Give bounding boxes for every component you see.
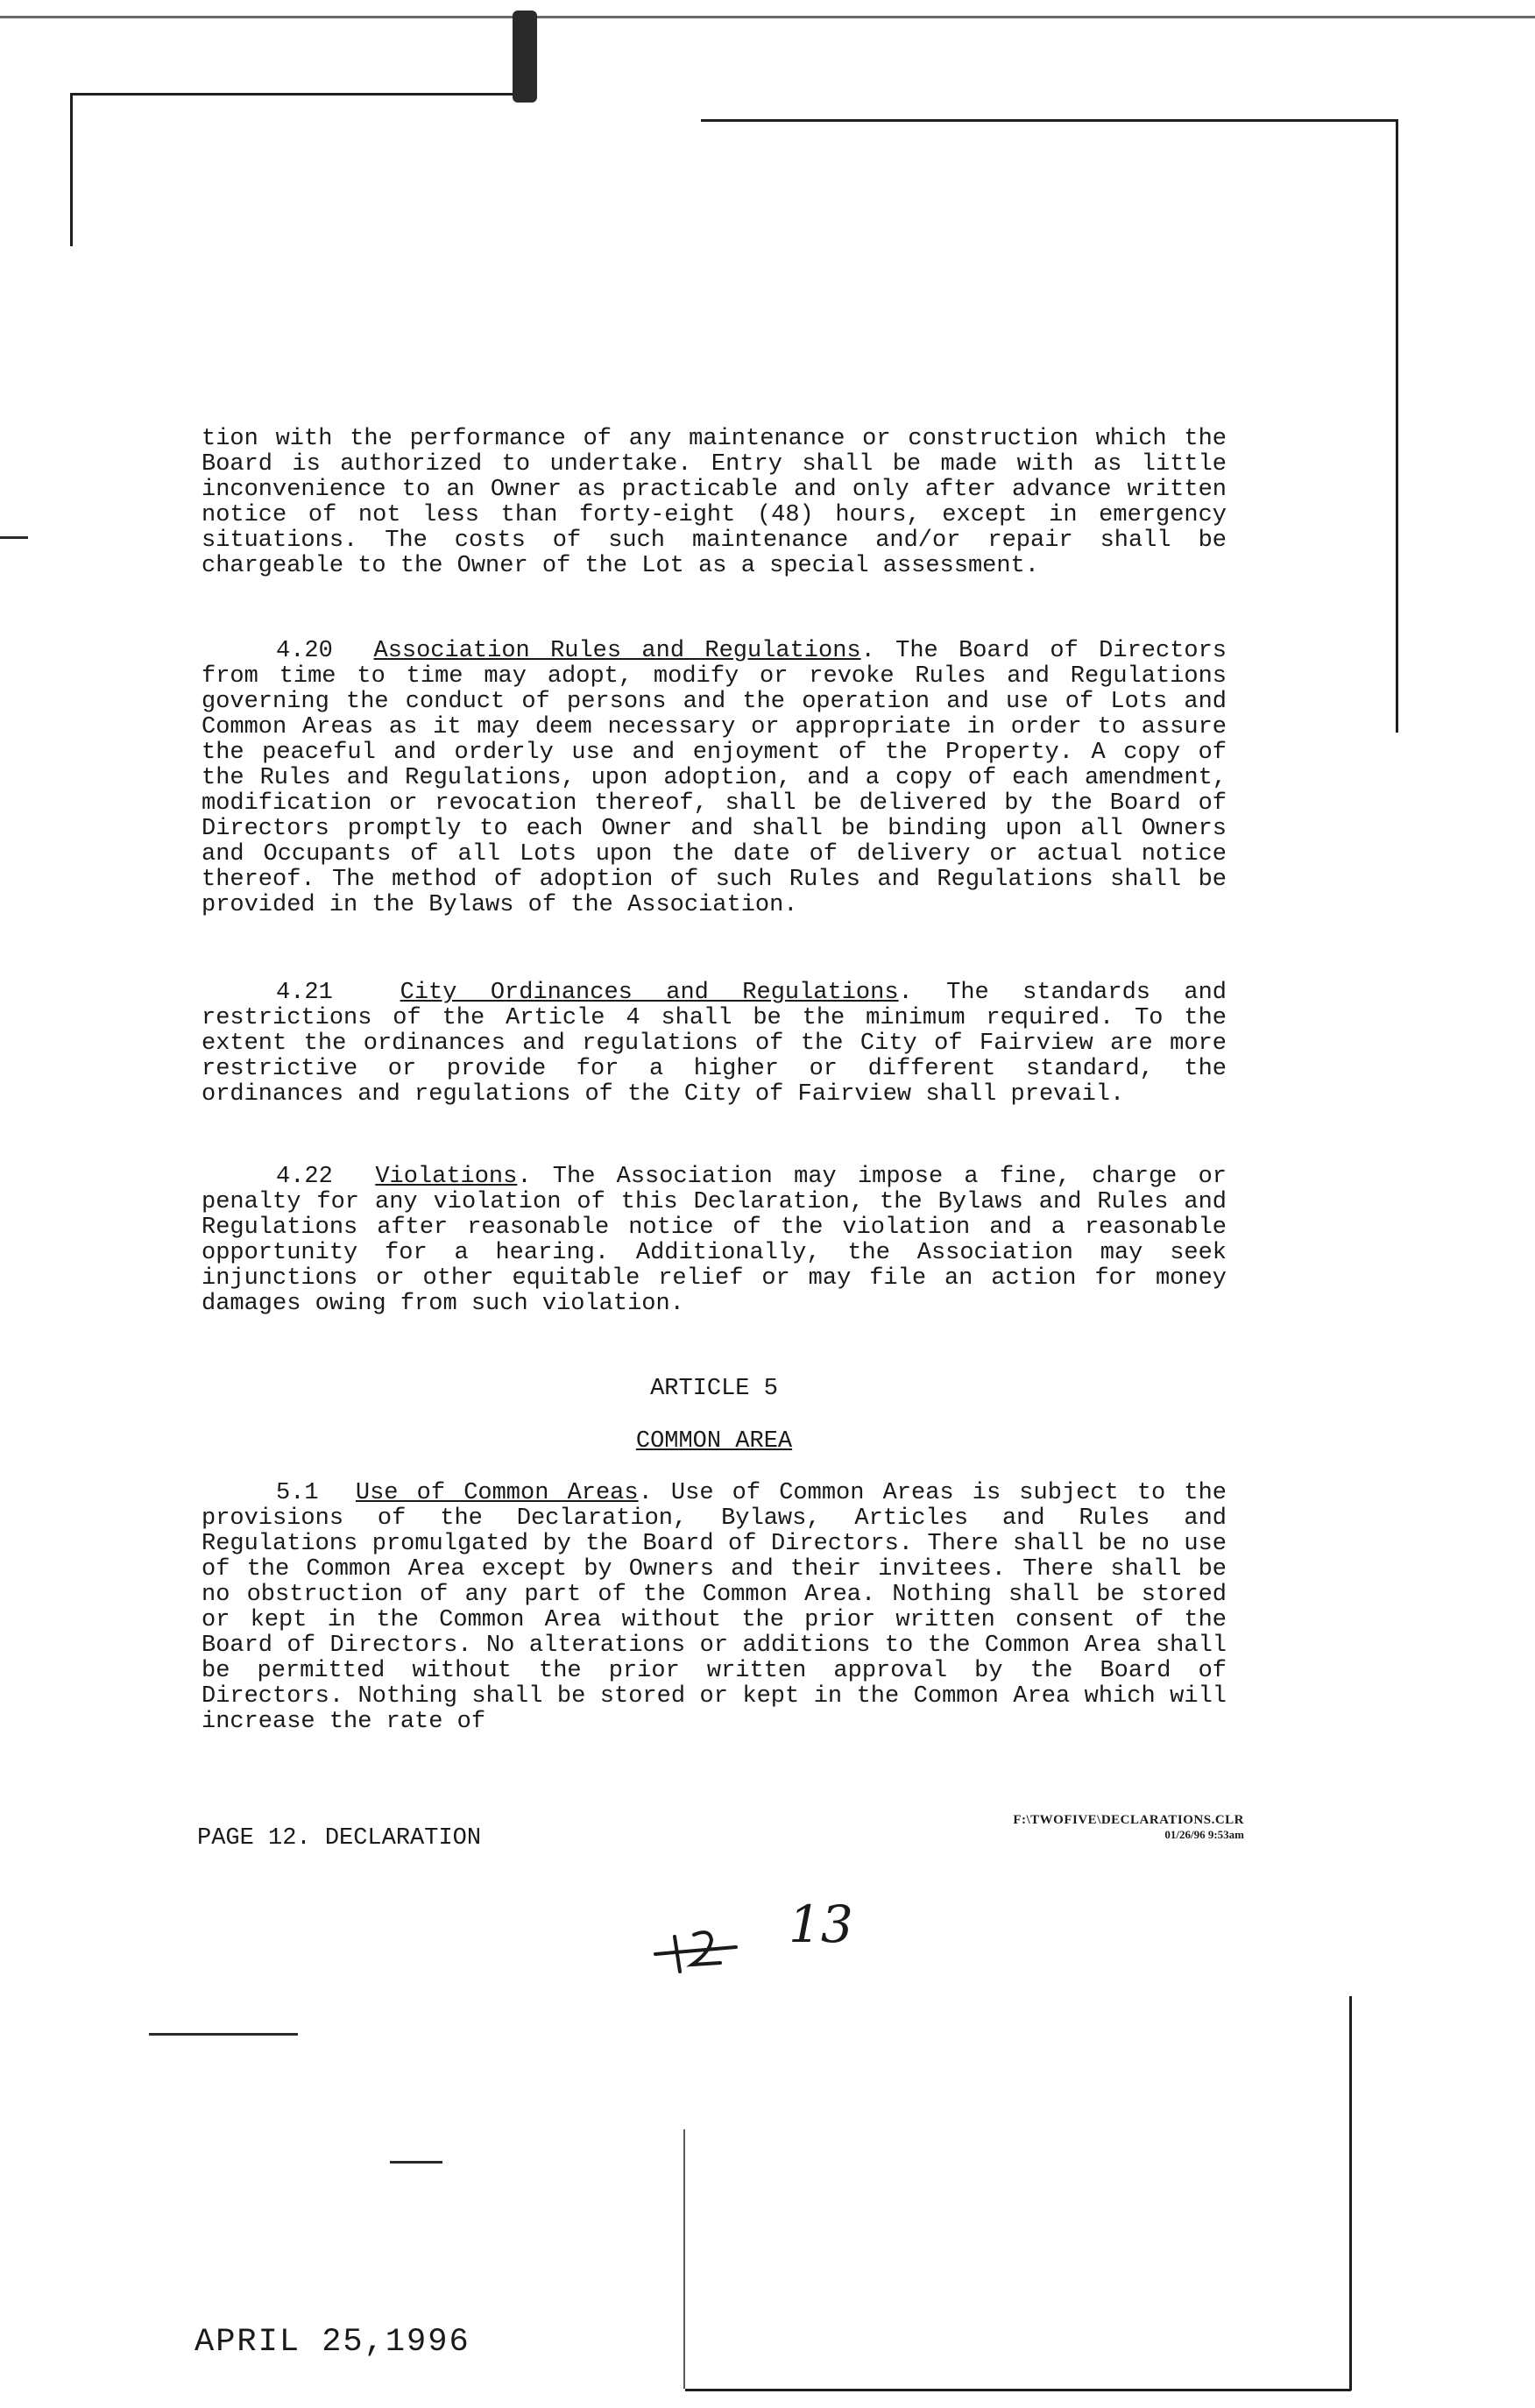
section-heading: Association Rules and Regulations xyxy=(373,638,861,664)
article-title: COMMON AREA xyxy=(635,1428,793,1455)
footer-file-name: F:\TWOFIVE\DECLARATIONS.CLR xyxy=(1013,1813,1244,1827)
section-body: . The Board of Directors from time to time may adopt, modify or revoke Rules and Regulations governing the conduct of persons and the operation and use of Lots and Common Areas as it may deem necessary or appropriate in order to assure the peaceful and orderly use and enjoyment of the Property. A copy of the Rules and Regulations, upon adoption, and a copy of each amendment, modification or revocation thereof, shall be delivered by the Board of Directors promptly to each Owner and shall be binding upon all Owners and Occupants of all Lots upon the date of delivery or actual notice thereof. The method of adoption of such Rules and Regulations shall be provided in the Bylaws of the Association. xyxy=(202,638,1227,918)
section-number: 5.1 xyxy=(276,1480,319,1506)
section-5-1-paragraph xyxy=(202,1481,1227,1735)
handwritten-page-number: 13 xyxy=(789,1895,853,1954)
left-frame-line xyxy=(70,93,73,246)
section-4-21 xyxy=(202,981,1227,1108)
binding-mark xyxy=(513,11,537,103)
continued-paragraph-text: tion with the performance of any maintenance or construction which the Board is authorized to undertake. Entry shall be made with as little inconvenience to an Owner as practicable and only after advance written notice of not less than forty-eight (48) hours, except in emergency situations. The costs of such maintenance and/or repair shall be chargeable to the Owner of the Lot as a special assessment. xyxy=(202,426,1227,579)
section-heading: City Ordinances and Regulations xyxy=(400,980,899,1006)
section-4-22-paragraph xyxy=(202,1165,1227,1317)
footer-file-info xyxy=(946,1812,1244,1842)
lower-left-stroke xyxy=(149,2033,298,2036)
top-frame-line xyxy=(0,16,1535,18)
section-5-1 xyxy=(202,1481,1227,1735)
lower-left-stroke-2 xyxy=(390,2161,442,2164)
upper-frame-line-right xyxy=(701,119,1398,122)
date-stamp: APRIL 25,1996 xyxy=(195,2324,470,2361)
section-4-22 xyxy=(202,1165,1227,1317)
section-body: . The standards and restrictions of the Article 4 shall be the minimum required. To the extent the ordinances and regulations of the City of Fairview are more restrictive or provide for a higher or different standard, the ordinances and regulations of the City of Fairview shall prevail. xyxy=(202,980,1227,1108)
article-label: ARTICLE 5 xyxy=(650,1376,778,1402)
section-heading: Violations xyxy=(375,1164,518,1190)
struck-out-number xyxy=(655,1932,736,1972)
upper-frame-line xyxy=(72,93,519,96)
section-heading: Use of Common Areas xyxy=(355,1480,639,1506)
lower-right-frame-line xyxy=(1349,1996,1352,2390)
section-4-20 xyxy=(202,639,1227,918)
footer-file-date: 01/26/96 9:53am xyxy=(1164,1828,1244,1841)
right-frame-line xyxy=(1396,119,1398,733)
section-number: 4.20 xyxy=(276,638,333,664)
lower-frame-bottom xyxy=(685,2389,1351,2391)
section-4-21-paragraph xyxy=(202,981,1227,1108)
section-number: 4.21 xyxy=(276,980,333,1006)
continued-paragraph xyxy=(202,427,1227,579)
left-edge-dash xyxy=(0,536,28,539)
section-body: . Use of Common Areas is subject to the provisions of the Declaration, Bylaws, Articles and Rules and Regulations promulgated by the Board of Directors. There shall be no use of the Common Area except by Owners and their invitees. There shall be no obstruction of any part of the Common Area. Nothing shall be stored or kept in the Common Area without the prior written consent of the Board of Directors. No alterations or additions to the Common Area shall be permitted without the prior written approval by the Board of Directors. Nothing shall be stored or kept in the Common Area which will increase the rate of xyxy=(202,1480,1227,1735)
lower-frame-left xyxy=(683,2129,685,2389)
section-4-20-paragraph xyxy=(202,639,1227,918)
page-footer-label: PAGE 12. DECLARATION xyxy=(197,1825,482,1852)
section-number: 4.22 xyxy=(276,1164,333,1190)
section-body: . The Association may impose a fine, charge or penalty for any violation of this Declaration, the Bylaws and Rules and Regulations after reasonable notice of the violation and a reasonable opportunity for a hearing. Additionally, the Association may seek injunctions or other equitable relief or may file an action for money damages owing from such violation. xyxy=(202,1164,1227,1317)
